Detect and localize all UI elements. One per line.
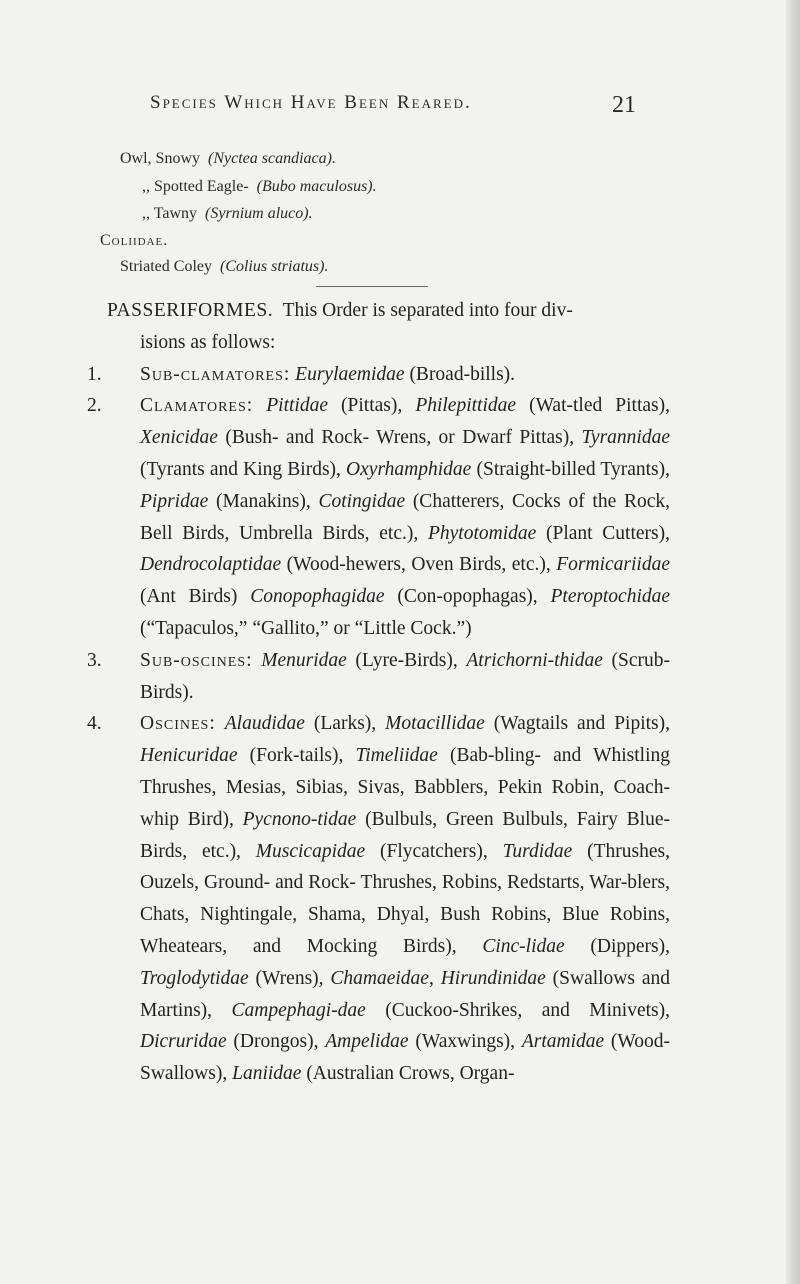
list-item-3: 3. Sub-oscines: Menuridae (Lyre-Birds), Atrichorni-thidae (Scrub-Birds). (87, 649, 670, 703)
species-line-spotted-eagle: ,, Spotted Eagle- (Bubo maculosus). (142, 178, 377, 195)
species-line-striated-coley: Striated Coley (Colius striatus). (120, 258, 329, 275)
section-divider (316, 286, 428, 287)
species-line-snowy-owl: Owl, Snowy (Nyctea scandiaca). (120, 150, 336, 167)
list-item-1: 1. Sub-clamatores: Eurylaemidae (Broad-bills). (87, 363, 516, 385)
list-item-4: 4. Oscines: Alaudidae (Larks), Motacillidae (Wagtails and Pipits), Henicuridae (Fork-tails), Timeliidae (Bab-bling- and Whistling Thrushes, Mesias, Sibias, Sivas, Babblers, Pekin Robin, Coach-whip Bird), Pycnono-tidae (Bulbuls, Green Bulbuls, Fairy Blue-Birds, etc.), Muscicapidae (Flycatchers), Turdidae (Thrushes, Ouzels, Ground- and Rock- Thrushes, Robins, Redstarts, War-blers, Chats, Nightingale, Shama, Dhyal, Bush Robins, Blue Robins, Wheatears, and Mocking Birds), Cinc-lidae (Dippers), Troglodytidae (Wrens), Chamaeidae, Hirundinidae (Swallows and Martins), Campephagi-dae (Cuckoo-Shrikes, and Minivets), Dicruridae (Drongos), Ampelidae (Waxwings), Artamidae (Wood-Swallows), Laniidae (Australian Crows, Organ- (87, 713, 671, 1085)
page-edge (786, 0, 800, 1284)
main-text (87, 295, 671, 1090)
page-number: 21 (612, 92, 636, 118)
family-heading-coliidae: Coliidae. (100, 232, 169, 249)
list-item-2: 2. Clamatores: Pittidae (Pittas), Philepittidae (Wat-tled Pittas), Xenicidae (Bush- and Rock- Wrens, or Dwarf Pittas), Tyrannidae (Tyrants and King Birds), Oxyrhamphidae (Straight-billed Tyrants), Pipridae (Manakins), Cotingidae (Chatterers, Cocks of the Rock, Bell Birds, Umbrella Birds, etc.), Phytotomidae (Plant Cutters), Dendrocolaptidae (Wood-hewers, Oven Birds, etc.), Formicariidae (Ant Birds) Conopophagidae (Con-opophagas), Pteroptochidae (“Tapaculos,” “Gallito,” or “Little Cock.”) (87, 395, 671, 639)
running-header: Species Which Have Been Reared. (150, 92, 472, 113)
order-intro-continued: isions as follows: (140, 331, 276, 353)
order-intro: PASSERIFORMES. This Order is separated into four div- (107, 300, 573, 321)
species-line-tawny-owl: ,, Tawny (Syrnium aluco). (142, 205, 313, 222)
